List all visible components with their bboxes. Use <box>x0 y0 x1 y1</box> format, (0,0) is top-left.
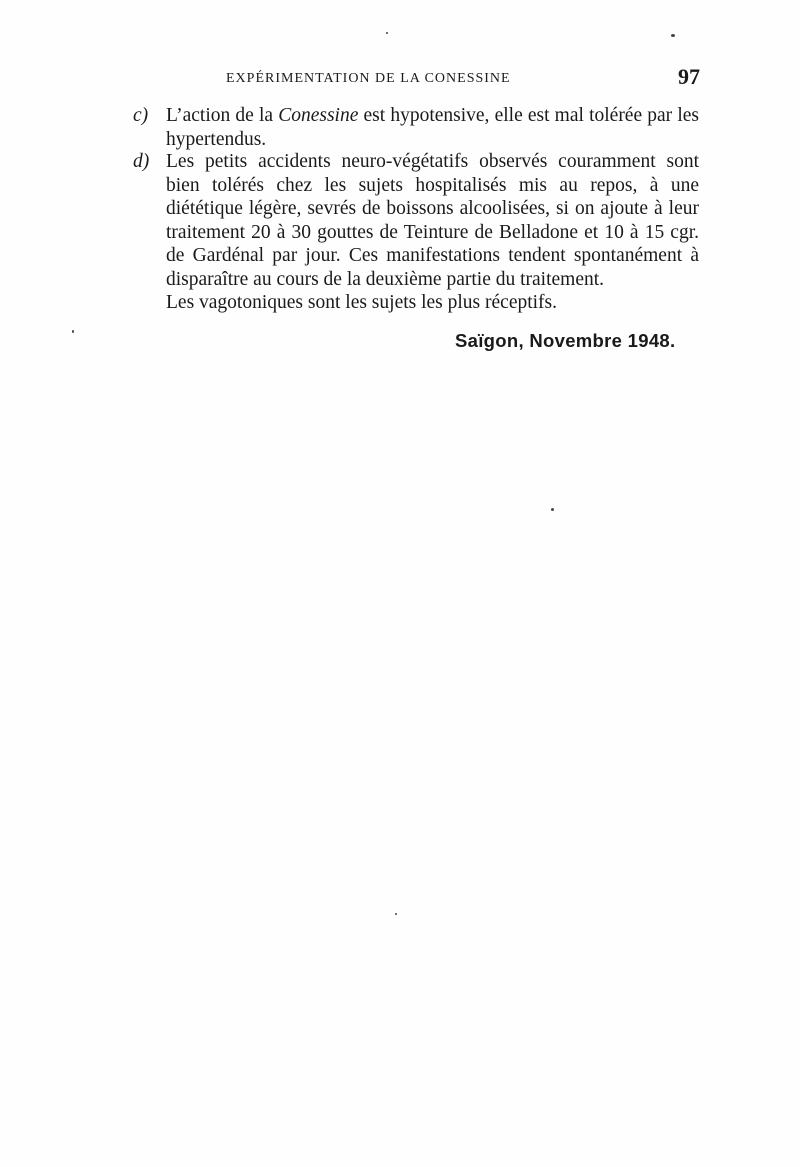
running-head: EXPÉRIMENTATION DE LA CONESSINE <box>226 71 511 86</box>
signature-line: Saïgon, Novembre 1948. <box>455 330 676 351</box>
page-number: 97 <box>678 64 700 89</box>
item-label: c) <box>133 105 149 126</box>
scan-speck <box>395 913 397 915</box>
item-text-emphasis: Conessine <box>278 105 359 126</box>
list-item-d <box>133 150 699 291</box>
scan-speck <box>551 508 554 511</box>
item-label: d) <box>133 151 150 172</box>
item-text-part: L’action de la <box>166 105 279 126</box>
item-text: Les petits accidents neuro-végétatifs observés couramment sont bien tolérés chez les sujets hospitalisés mis au repos, à une diététique légère, sevrés de boissons alcoolisées, si on ajoute à leur traitement 20 à 30 gouttes de Teinture de Belladone et 10 à 15 cgr. de Gardénal par jour. Ces manifestations tendent spontanément à disparaître au cours de la deuxième partie du traitement. <box>166 151 699 290</box>
item-text-part: est hypotensive, elle est mal tolérée par les hypertendus. <box>166 105 699 150</box>
list-item-c <box>133 104 699 151</box>
item-text <box>166 104 699 151</box>
scan-speck <box>72 330 74 333</box>
closing-paragraph: Les vagotoniques sont les sujets les plus réceptifs. <box>166 292 558 313</box>
scan-speck <box>386 32 388 34</box>
page-header <box>226 64 704 94</box>
scan-speck <box>671 34 675 37</box>
